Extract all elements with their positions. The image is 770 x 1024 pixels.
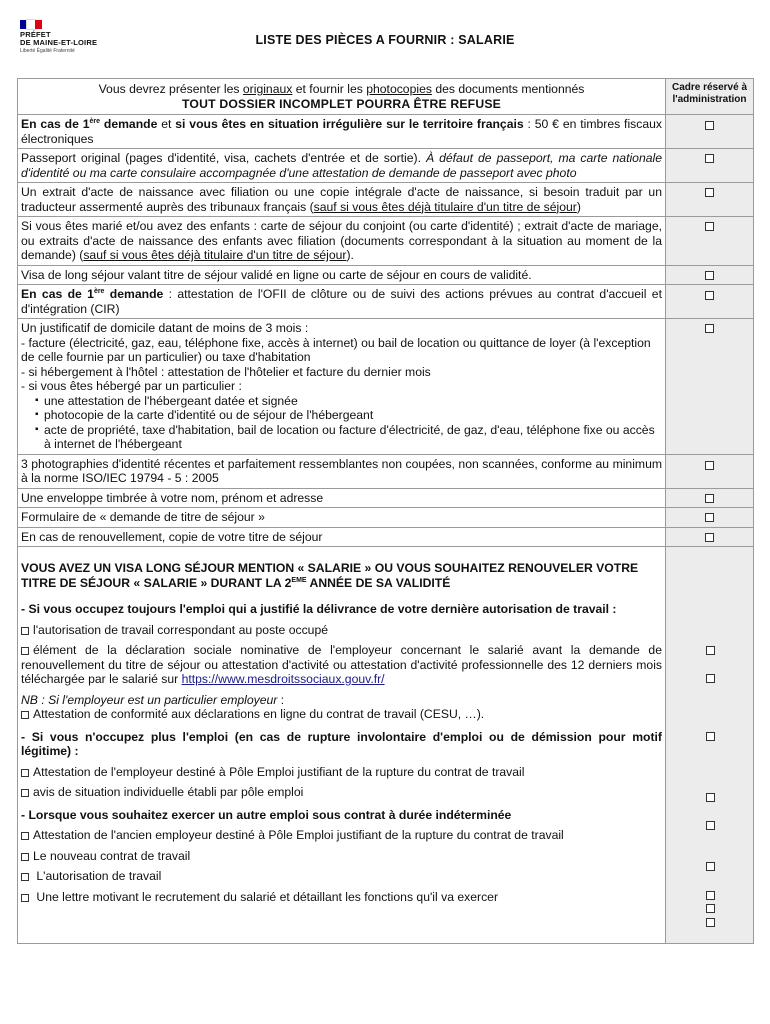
french-flag-icon	[20, 20, 42, 29]
list-item: ▪ acte de propriété, taxe d'habitation, bail de location ou facture d'électricité, de gaz, d'eau, téléphone fixe ou accès à internet de l'hébergeant	[35, 423, 662, 452]
table-row	[18, 217, 754, 266]
checkbox-icon	[21, 789, 29, 797]
list-item: ▪ photocopie de la carte d'identité ou de séjour de l'hébergeant	[35, 408, 662, 423]
row-photos: 3 photographies d'identité récentes et parfaitement ressemblantes non coupées, non scannées, conforme au minimum à la norme ISO/IEC 19794 - 5 : 2005	[18, 454, 666, 488]
admin-cell	[666, 217, 754, 266]
row-family: Si vous êtes marié et/ou avez des enfants : carte de séjour du conjoint (ou carte d'identité) ; extrait d'acte de mariage, ou extraits d'acte de naissance des enfants avec filiation (documents correspondant à la situation au moment de la demande) (sauf si vous êtes déjà titulaire d'un titre de séjour).	[18, 217, 666, 266]
logo-line-2: DE MAINE-ET-LOIRE	[20, 38, 98, 47]
list-item: ▪ une attestation de l'hébergeant datée et signée	[35, 394, 662, 409]
row-envelope: Une enveloppe timbrée à votre nom, prénom et adresse	[18, 488, 666, 508]
list-item: Le nouveau contrat de travail	[21, 849, 662, 864]
checkbox-icon	[21, 894, 29, 902]
admin-checkbox[interactable]	[705, 513, 714, 522]
admin-cell	[666, 149, 754, 183]
admin-cell	[666, 285, 754, 319]
table-row	[18, 183, 754, 217]
subsection-new-job: - Lorsque vous souhaitez exercer un autre emploi sous contrat à durée indéterminée	[21, 807, 512, 822]
admin-checkbox[interactable]	[706, 891, 715, 900]
admin-checkbox[interactable]	[705, 121, 714, 130]
admin-checkbox[interactable]	[706, 821, 715, 830]
table-row	[18, 547, 754, 944]
admin-cell	[666, 319, 754, 455]
list-item: élément de la déclaration sociale nominative de l'employeur concernant le salarié avant la demande de renouvellement du titre de séjour ou attestation d'activité ou attestation d'activité professionnelle des 12 derniers mois téléchargée par le salarié sur https://www.mesdroitssociaux.gouv.fr/	[21, 643, 662, 686]
admin-checkbox[interactable]	[705, 154, 714, 163]
admin-checkbox[interactable]	[705, 494, 714, 503]
incomplete-warning: TOUT DOSSIER INCOMPLET POURRA ÊTRE REFUSE	[181, 96, 501, 111]
admin-checkbox[interactable]	[705, 324, 714, 333]
documents-table	[17, 78, 754, 944]
list-item: L'autorisation de travail	[21, 869, 662, 884]
admin-checkbox[interactable]	[705, 271, 714, 280]
row-fiscal-stamps: En cas de 1ère demande et si vous êtes en situation irrégulière sur le territoire français : 50 € en timbres fiscaux électroniques	[18, 115, 666, 149]
photocopies-word: photocopies	[366, 82, 432, 96]
row-birth-certificate: Un extrait d'acte de naissance avec filiation ou une copie intégrale d'acte de naissance, si besoin traduit par un traducteur assermenté auprès des tribunaux français (sauf si vous êtes déjà titulaire d'un titre de séjour)	[18, 183, 666, 217]
admin-cell	[666, 454, 754, 488]
checkbox-icon	[21, 647, 29, 655]
table-row	[18, 319, 754, 455]
checkbox-icon	[21, 853, 29, 861]
row-passport: Passeport original (pages d'identité, visa, cachets d'entrée et de sortie). À défaut de passeport, ma carte nationale d'identité ou ma carte consulaire accompagnée d'une attestation de demande de passeport avec photo	[18, 149, 666, 183]
table-row	[18, 488, 754, 508]
admin-checkbox[interactable]	[705, 188, 714, 197]
admin-checkbox[interactable]	[705, 291, 714, 300]
admin-checkbox[interactable]	[706, 674, 715, 683]
checkbox-icon	[21, 627, 29, 635]
row-proof-of-address: Un justificatif de domicile datant de moins de 3 mois : - facture (électricité, gaz, eau, téléphone fixe, accès à internet) ou bail de location ou quittance de loyer (à l'exception de celle fournie par un particulier) ou taxe d'habitation - si hébergement à l'hôtel : attestation de l'hôtelier et facture du dernier mois - si vous êtes hébergé par un particulier : ▪ une attestation de l'hébergeant datée et signée ▪ photocopie de la carte d'identité ou de séjour de l'hébergeant ▪ acte de propriété, taxe d'habitation, bail de location ou facture d'électricité, de gaz, d'eau, téléphone fixe ou accès à internet de l'hébergeant	[18, 319, 666, 455]
list-item: Attestation de l'ancien employeur destiné à Pôle Emploi justifiant de la rupture du contrat de travail	[21, 828, 662, 843]
list-item: l'autorisation de travail correspondant au poste occupé	[21, 623, 662, 638]
row-form: Formulaire de « demande de titre de séjour »	[18, 508, 666, 528]
admin-checkbox[interactable]	[706, 862, 715, 871]
admin-cell	[666, 115, 754, 149]
table-row	[18, 508, 754, 528]
table-row	[18, 454, 754, 488]
nb-note: NB : Si l'employeur est un particulier employeur :	[21, 692, 285, 707]
admin-checkbox[interactable]	[706, 904, 715, 913]
subsection-current-job: - Si vous occupez toujours l'emploi qui a justifié la délivrance de votre dernière autorisation de travail :	[21, 602, 617, 616]
table-row	[18, 285, 754, 319]
list-item: Attestation de conformité aux déclarations en ligne du contrat de travail (CESU, …).	[21, 707, 662, 722]
table-row	[18, 527, 754, 547]
checkbox-icon	[21, 832, 29, 840]
page-title: LISTE DES PIÈCES A FOURNIR : SALARIE	[255, 33, 515, 47]
row-visa: Visa de long séjour valant titre de séjour validé en ligne ou carte de séjour en cours de validité.	[18, 265, 666, 285]
subsection-job-ended: - Si vous n'occupez plus l'emploi (en cas de rupture involontaire d'emploi ou de démission pour motif légitime) :	[21, 729, 662, 758]
admin-column-header: Cadre réservé à l'administration	[666, 79, 754, 115]
table-row	[18, 265, 754, 285]
table-row	[18, 115, 754, 149]
admin-checkbox[interactable]	[705, 533, 714, 542]
list-item: avis de situation individuelle établi par pôle emploi	[21, 785, 662, 800]
checkbox-icon	[21, 873, 29, 881]
logo-line-1: PRÉFET	[20, 30, 51, 39]
list-item: Une lettre motivant le recrutement du salarié et détaillant les fonctions qu'il va exercer	[21, 890, 662, 905]
admin-checkbox[interactable]	[706, 793, 715, 802]
admin-checkbox[interactable]	[706, 732, 715, 741]
host-documents-list	[21, 394, 662, 452]
checkbox-icon	[21, 711, 29, 719]
list-item: Attestation de l'employeur destiné à Pôle Emploi justifiant de la rupture du contrat de travail	[21, 765, 662, 780]
originals-word: originaux	[242, 82, 293, 96]
checkbox-icon	[21, 769, 29, 777]
admin-cell	[666, 265, 754, 285]
salarie-section	[18, 547, 666, 944]
admin-cell	[666, 488, 754, 508]
mesdroitssociaux-link[interactable]: https://www.mesdroitssociaux.gouv.fr/	[181, 672, 385, 686]
admin-cell-section	[666, 547, 754, 944]
admin-cell	[666, 527, 754, 547]
admin-checkbox[interactable]	[706, 918, 715, 927]
admin-checkbox[interactable]	[705, 461, 714, 470]
admin-cell	[666, 183, 754, 217]
logo-motto: Liberté Égalité Fraternité	[20, 48, 75, 54]
admin-cell	[666, 508, 754, 528]
section-title: VOUS AVEZ UN VISA LONG SÉJOUR MENTION « SALARIE » OU VOUS SOUHAITEZ RENOUVELER VOTRE TITRE DE SÉJOUR « SALARIE » DURANT LA 2EME ANNÉE DE SA VALIDITÉ	[21, 561, 639, 590]
intro-cell: Vous devrez présenter les originaux et fournir les photocopies des documents mentionnés TOUT DOSSIER INCOMPLET POURRA ÊTRE REFUSE	[18, 79, 666, 115]
admin-checkbox[interactable]	[706, 646, 715, 655]
row-renewal-copy: En cas de renouvellement, copie de votre titre de séjour	[18, 527, 666, 547]
admin-checkbox[interactable]	[705, 222, 714, 231]
table-header-row	[18, 79, 754, 115]
row-ofii: En cas de 1ère demande : attestation de l'OFII de clôture ou de suivi des actions prévues au contrat d'accueil et d'intégration (CIR)	[18, 285, 666, 319]
table-row	[18, 149, 754, 183]
